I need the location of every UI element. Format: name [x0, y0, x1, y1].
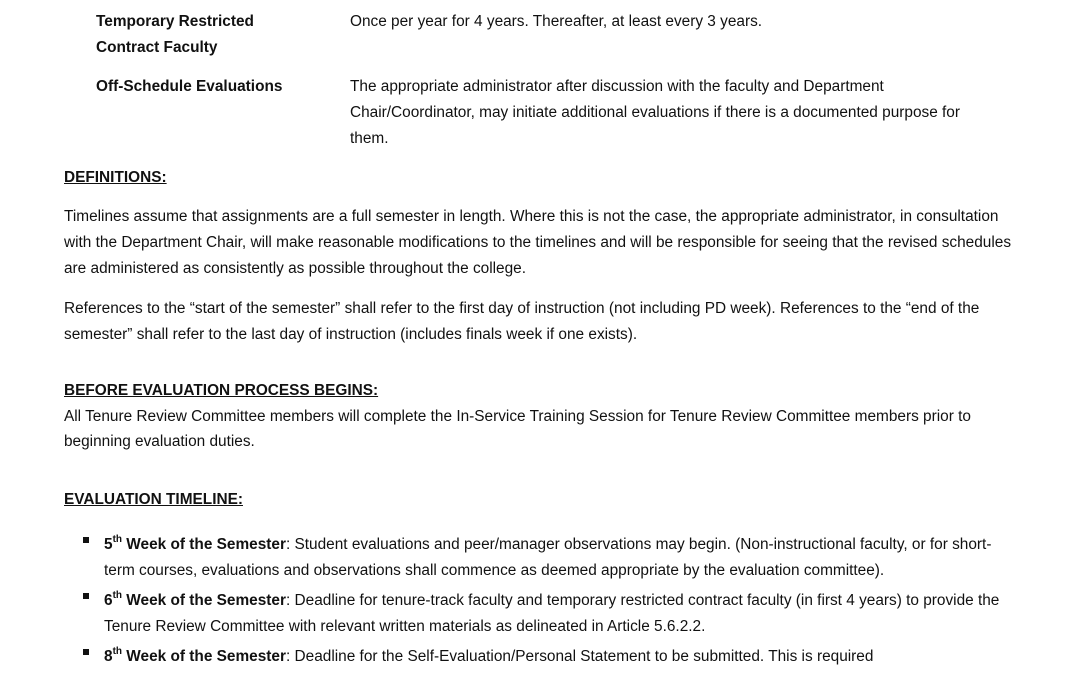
policy-row-off-schedule [96, 74, 1026, 152]
policy-term-line: Contract Faculty [96, 39, 218, 56]
policy-term: Off-Schedule Evaluations [96, 78, 283, 95]
week-number: 6 [104, 592, 113, 609]
definitions-heading: DEFINITIONS: [64, 169, 167, 186]
week-label: Week of the Semester [122, 536, 286, 553]
week-label: Week of the Semester [122, 592, 286, 609]
week-number: 5 [104, 536, 113, 553]
week-ordinal: th [112, 534, 123, 545]
policy-row-temporary-restricted [96, 9, 1026, 61]
timeline-item [64, 639, 1014, 670]
week-ordinal: th [112, 646, 123, 657]
square-bullet-icon [83, 537, 89, 543]
timeline-item-text: : Deadline for tenure-track faculty and temporary restricted contract faculty (in first 4 years) to provide the Tenure Review Committee with relevant written materials as delineated in Article 5.6.2.2. [104, 592, 1000, 635]
timeline-item-text: : Student evaluations and peer/manager observations may begin. (Non-instructional faculty, or for short-term courses, evaluations and observations shall commence as deemed appropriate by the evaluation committee). [104, 536, 992, 579]
square-bullet-icon [83, 649, 89, 655]
timeline-item [64, 583, 1014, 639]
before-process-text: All Tenure Review Committee members will complete the In-Service Training Session for Tenure Review Committee members prior to beginning evaluation duties. [64, 408, 971, 450]
week-ordinal: th [112, 590, 123, 601]
policy-term [96, 9, 346, 61]
timeline-item [64, 527, 1014, 583]
square-bullet-icon [83, 593, 89, 599]
week-number: 8 [104, 648, 113, 665]
policy-description: Once per year for 4 years. Thereafter, at least every 3 years. [350, 13, 763, 30]
before-process-heading: BEFORE EVALUATION PROCESS BEGINS: [64, 382, 379, 399]
definitions-paragraph: References to the “start of the semester” shall refer to the first day of instruction (not including PD week). References to the “end of the semester” shall refer to the last day of instruction (includes finals week if one exists). [64, 300, 980, 343]
timeline-list [64, 527, 1014, 670]
timeline-heading: EVALUATION TIMELINE: [64, 491, 243, 508]
week-label: Week of the Semester [122, 648, 286, 665]
policy-description: The appropriate administrator after discussion with the faculty and Department Chair/Coordinator, may initiate additional evaluations if there is a documented purpose for them. [350, 78, 960, 147]
timeline-item-text: : Deadline for the Self-Evaluation/Personal Statement to be submitted. This is required [285, 648, 874, 665]
definitions-paragraph: Timelines assume that assignments are a full semester in length. Where this is not the case, the appropriate administrator, in consultation with the Department Chair, will make reasonable modifications to the timelines and will be responsible for seeing that the revised schedules are administered as consistently as possible throughout the college. [64, 208, 1012, 277]
policy-term-line: Temporary Restricted [96, 13, 254, 30]
